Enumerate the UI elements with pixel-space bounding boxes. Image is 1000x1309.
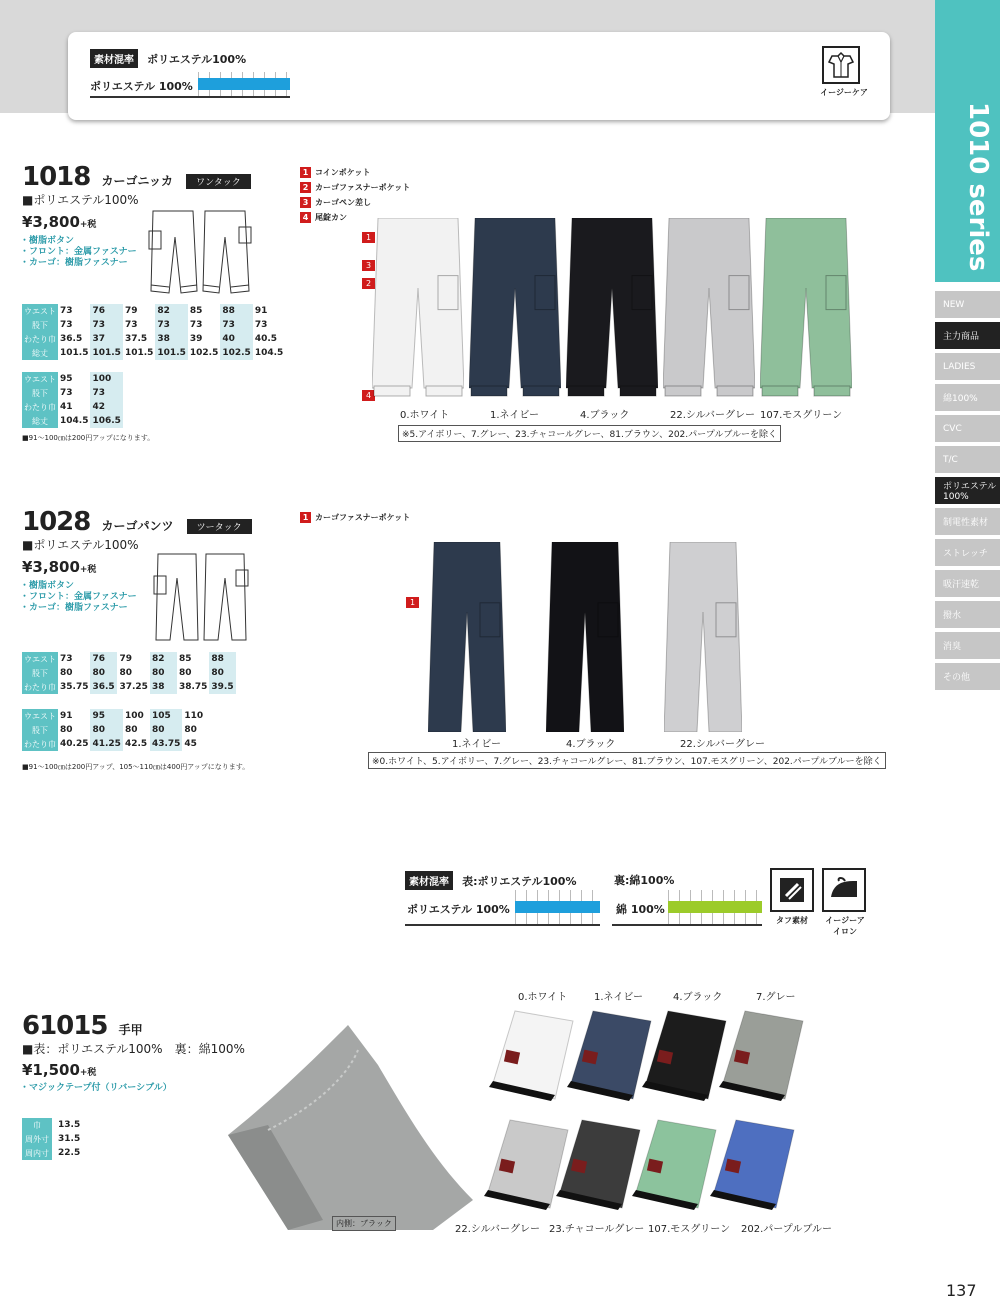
- material-composition: ポリエステル100%: [147, 53, 247, 66]
- size-cell: 73: [124, 320, 138, 330]
- color-label: 22.シルバーグレー: [455, 1224, 540, 1235]
- sidebar-item-label: LADIES: [943, 361, 976, 372]
- size-cell: 43.75: [151, 739, 181, 749]
- color-label: 1.ネイビー: [490, 410, 539, 421]
- size-cell: 40: [220, 332, 252, 346]
- size-cell: 80: [184, 725, 197, 735]
- pants-photo: [760, 218, 852, 398]
- price: [22, 213, 96, 231]
- easy-care: [822, 46, 866, 98]
- size-cell: 41: [60, 402, 73, 412]
- size-cell: 91: [60, 711, 73, 721]
- legend-item: [300, 195, 410, 210]
- tuck-tag: ツータック: [187, 519, 252, 534]
- feature-item: ・樹脂ボタン: [20, 581, 75, 591]
- size-table-1018-b: [22, 372, 123, 428]
- sidebar-item[interactable]: [935, 477, 1000, 504]
- color-label: 202.パープルブルー: [741, 1224, 832, 1235]
- size-cell: 82: [155, 304, 187, 318]
- size-row: [22, 400, 123, 414]
- size-cell: 110: [184, 711, 204, 721]
- color-label: 4.ブラック: [673, 992, 723, 1003]
- size-cell: 13.5: [58, 1120, 81, 1130]
- size-note: ■91～100㎝は200円アップ、105～110㎝は400円アップになります。: [22, 763, 250, 771]
- product-material: ■ポリエステル100%: [22, 538, 139, 552]
- row-label: 周外寸: [22, 1132, 52, 1146]
- product-code: 61015: [22, 1011, 108, 1041]
- color-label: 107.モスグリーン: [648, 1224, 731, 1235]
- size-row: [22, 652, 236, 666]
- size-row: [22, 346, 285, 360]
- easy-iron-label: イージーアイロン: [825, 916, 865, 936]
- feature-item: ・カーゴ：樹脂ファスナー: [20, 603, 128, 613]
- row-label: 総丈: [22, 346, 58, 360]
- size-cell: 36.5: [90, 680, 117, 694]
- sidebar-item-label: CVC: [943, 423, 962, 434]
- size-row: [22, 1146, 82, 1160]
- tuck-tag: ワンタック: [186, 174, 251, 189]
- legend-text: カーゴファスナーポケット: [315, 513, 411, 522]
- pants-photo: [664, 542, 742, 732]
- size-cell: 79: [119, 654, 132, 664]
- tax-label: +税: [79, 565, 97, 575]
- pants-photo: [428, 542, 506, 732]
- legend-text: カーゴファスナーポケット: [315, 183, 411, 192]
- bar-label: ポリエステル 100%: [407, 903, 510, 916]
- sidebar-item[interactable]: [935, 353, 1000, 380]
- legend-text: カーゴペン差し: [315, 198, 371, 207]
- size-cell: 37.25: [119, 682, 148, 692]
- pants-photo: [566, 218, 658, 398]
- feature-item: ・フロント：金属ファスナー: [20, 247, 137, 257]
- feature-list: [20, 581, 137, 614]
- size-cell: 102.5: [189, 348, 219, 358]
- sidebar-item-label: 消臭: [943, 642, 962, 652]
- iron-icon: [822, 868, 866, 912]
- material-card: [68, 32, 890, 120]
- size-cell: 80: [60, 668, 73, 678]
- pants-photo: [372, 218, 464, 398]
- size-cell: 80: [90, 666, 117, 680]
- size-row: [22, 318, 285, 332]
- sidebar-item-label: 綿100%: [943, 394, 978, 404]
- color-label: 1.ネイビー: [594, 992, 643, 1003]
- series-block: [935, 0, 1000, 282]
- size-cell: 85: [178, 654, 192, 664]
- size-cell: 104.5: [60, 416, 89, 426]
- hand-guard-swatch: [715, 1003, 805, 1103]
- size-row: [22, 1118, 82, 1132]
- tax-label: +税: [79, 220, 97, 230]
- legend-number: 1: [300, 167, 311, 178]
- callout-2: 2: [362, 278, 375, 289]
- size-cell: 104.5: [254, 348, 284, 358]
- material-bar-label: ポリエステル 100%: [90, 80, 193, 93]
- easy-iron: [822, 868, 868, 937]
- size-table-1018-a: [22, 304, 285, 360]
- row-label: わたり巾: [22, 737, 58, 751]
- pants-photo: [546, 542, 624, 732]
- size-table-61015: [22, 1118, 82, 1160]
- size-cell: 73: [60, 654, 73, 664]
- sidebar-item[interactable]: [935, 539, 1000, 566]
- product-name: 手甲: [118, 1023, 143, 1037]
- size-cell: 82: [150, 652, 177, 666]
- size-cell: 80: [124, 725, 138, 735]
- size-cell: 45: [184, 739, 197, 749]
- size-cell: 35.75: [60, 682, 89, 692]
- feature-item: ・樹脂ボタン: [20, 236, 75, 246]
- price: [22, 1061, 96, 1079]
- size-cell: 80: [178, 668, 192, 678]
- color-label: 107.モスグリーン: [760, 410, 843, 421]
- color-exclusion: ※0.ホワイト、5.アイボリー、7.グレー、23.チャコールグレー、81.ブラウン、107.モスグリーン、202.パープルブルーを除く: [368, 752, 886, 769]
- row-label: ウエスト: [22, 304, 58, 318]
- pocket-legend: [300, 165, 410, 225]
- size-cell: 76: [90, 304, 122, 318]
- size-cell: 73: [90, 318, 122, 332]
- row-label: 総丈: [22, 414, 58, 428]
- sidebar-item[interactable]: [935, 415, 1000, 442]
- size-cell: 39.5: [209, 680, 236, 694]
- product-code: 1028: [22, 507, 91, 537]
- size-cell: 101.5: [92, 348, 121, 358]
- size-row: [22, 680, 236, 694]
- row-label: ウエスト: [22, 372, 58, 386]
- size-cell: 80: [119, 668, 132, 678]
- size-cell: 88: [220, 304, 252, 318]
- row-label: ウエスト: [22, 652, 58, 666]
- size-row: [22, 386, 123, 400]
- row-label: 股下: [22, 386, 58, 400]
- size-cell: 41.25: [92, 739, 121, 749]
- sidebar-item-label: 撥水: [943, 611, 962, 621]
- color-label: 4.ブラック: [566, 739, 616, 750]
- legend-number: 2: [300, 182, 311, 193]
- size-cell: 40.5: [254, 334, 278, 344]
- sidebar-item-label: ストレッチ: [943, 549, 988, 559]
- size-row: [22, 1132, 82, 1146]
- color-exclusion: ※5.アイボリー、7.グレー、23.チャコールグレー、81.ブラウン、202.パープルブルーを除く: [398, 425, 781, 442]
- feature-list: [20, 236, 137, 269]
- feature-item: ・フロント：金属ファスナー: [20, 592, 137, 602]
- color-label: 4.ブラック: [580, 410, 630, 421]
- pants-line-drawing-1018: [145, 207, 255, 299]
- product-1018-header: [22, 162, 251, 192]
- size-row: [22, 414, 123, 428]
- size-cell: 85: [189, 306, 203, 316]
- cotton-bar-row: [612, 890, 762, 926]
- easy-care-shirt-icon: [822, 46, 860, 84]
- sidebar-item[interactable]: [935, 446, 1000, 473]
- row-label: 股下: [22, 318, 58, 332]
- size-cell: 42.5: [124, 739, 148, 749]
- size-cell: 73: [60, 306, 73, 316]
- inner-color-label: 内側：ブラック: [332, 1216, 396, 1231]
- pants-photo: [663, 218, 755, 398]
- legend-number: 3: [300, 197, 311, 208]
- sidebar-item-label: NEW: [943, 299, 965, 310]
- row-label: わたり巾: [22, 680, 58, 694]
- polyester-bar-row: [405, 890, 600, 926]
- material-label: 素材混率: [405, 871, 453, 890]
- hand-guard-large-photo: [228, 1025, 478, 1230]
- material-bar-row: [90, 72, 290, 98]
- size-table-1028-a: [22, 652, 236, 694]
- size-cell: 101.5: [157, 348, 186, 358]
- size-cell: 40.25: [60, 739, 89, 749]
- callout-1: 1: [406, 597, 419, 608]
- feature-item: ・カーゴ：樹脂ファスナー: [20, 258, 128, 268]
- size-cell: 91: [254, 306, 268, 316]
- size-cell: 101.5: [60, 348, 89, 358]
- material-label: 素材混率: [90, 49, 138, 68]
- size-row: [22, 723, 209, 737]
- size-cell: 79: [124, 306, 138, 316]
- size-cell: 101.5: [124, 348, 154, 358]
- pocket-legend: [300, 510, 410, 525]
- color-label: 22.シルバーグレー: [680, 739, 765, 750]
- material-front: 表:ポリエステル100%: [462, 875, 577, 888]
- sidebar-item[interactable]: [935, 508, 1000, 535]
- size-note: ■91～100㎝は200円アップになります。: [22, 434, 155, 442]
- pants-photo: [469, 218, 561, 398]
- tax-label: +税: [79, 1068, 97, 1078]
- sidebar-item[interactable]: [935, 291, 1000, 318]
- color-label: 7.グレー: [756, 992, 796, 1003]
- size-row: [22, 709, 209, 723]
- price-value: ¥1,500: [22, 1061, 80, 1079]
- size-row: [22, 332, 285, 346]
- row-label: 巾: [22, 1118, 52, 1132]
- row-label: 股下: [22, 666, 58, 680]
- size-cell: 80: [150, 666, 177, 680]
- product-material: ■ポリエステル100%: [22, 193, 139, 207]
- size-cell: 38: [155, 332, 187, 346]
- size-cell: 22.5: [58, 1148, 81, 1158]
- size-row: [22, 304, 285, 318]
- callout-3: 3: [362, 260, 375, 271]
- page-number: 137: [946, 1281, 977, 1300]
- row-label: ウエスト: [22, 709, 58, 723]
- sidebar-items: [935, 291, 1000, 690]
- size-cell: 38: [150, 680, 177, 694]
- row-label: わたり巾: [22, 400, 58, 414]
- size-cell: 73: [220, 318, 252, 332]
- size-cell: 73: [155, 318, 187, 332]
- size-cell: 36.5: [60, 334, 83, 344]
- polyester-bar: [198, 78, 290, 90]
- size-cell: 73: [60, 320, 73, 330]
- tough-material-label: タフ素材: [776, 916, 808, 925]
- row-label: 股下: [22, 723, 58, 737]
- hand-guard-swatch: [628, 1112, 718, 1212]
- size-cell: 95: [90, 709, 122, 723]
- size-cell: 73: [254, 320, 268, 330]
- size-cell: 102.5: [222, 348, 251, 358]
- size-cell: 80: [90, 723, 122, 737]
- sidebar-item[interactable]: [935, 384, 1000, 411]
- size-cell: 39: [189, 334, 203, 344]
- price: [22, 558, 96, 576]
- legend-text: 尾錠カン: [315, 213, 347, 222]
- sidebar-item-label: 制電性素材: [943, 518, 989, 528]
- sidebar-item[interactable]: [935, 322, 1000, 349]
- size-row: [22, 666, 236, 680]
- sidebar: [935, 0, 1000, 1309]
- product-1028-header: [22, 507, 252, 537]
- callout-1: 1: [362, 232, 375, 243]
- sidebar-item-label: ポリエステル100%: [943, 482, 997, 502]
- tough-material: [770, 868, 814, 926]
- legend-number: 4: [300, 212, 311, 223]
- material-heading-2: [405, 870, 577, 890]
- size-cell: 80: [209, 666, 236, 680]
- sidebar-item[interactable]: [935, 632, 1000, 659]
- size-cell: 37.5: [124, 334, 148, 344]
- material-heading: [90, 48, 246, 68]
- color-label: 1.ネイビー: [452, 739, 501, 750]
- legend-item: [300, 510, 410, 525]
- color-label: 22.シルバーグレー: [670, 410, 755, 421]
- product-name: カーゴパンツ: [101, 519, 174, 533]
- size-cell: 76: [90, 652, 117, 666]
- sidebar-item-label: T/C: [943, 454, 958, 465]
- size-cell: 95: [60, 374, 73, 384]
- legend-text: コインポケット: [315, 168, 371, 177]
- feature-list: [20, 1083, 172, 1094]
- size-row: [22, 737, 209, 751]
- size-cell: 38.75: [178, 682, 208, 692]
- series-title: 1010 series: [963, 102, 993, 272]
- product-material: ■表：ポリエステル100% 裏：綿100%: [22, 1042, 245, 1056]
- callout-4: 4: [362, 390, 375, 401]
- price-value: ¥3,800: [22, 213, 80, 231]
- sidebar-item-label: その他: [943, 673, 971, 683]
- sidebar-item[interactable]: [935, 601, 1000, 628]
- size-cell: 37: [90, 332, 122, 346]
- size-cell: 31.5: [58, 1134, 81, 1144]
- size-cell: 73: [90, 386, 122, 400]
- product-code: 1018: [22, 162, 91, 192]
- color-label: 0.ホワイト: [400, 410, 450, 421]
- row-label: わたり巾: [22, 332, 58, 346]
- size-cell: 73: [60, 388, 73, 398]
- legend-number: 1: [300, 512, 311, 523]
- price-value: ¥3,800: [22, 558, 80, 576]
- row-label: 周内寸: [22, 1146, 52, 1160]
- size-cell: 88: [209, 652, 236, 666]
- product-61015-header: [22, 1011, 143, 1041]
- easy-care-label: イージーケア: [820, 88, 868, 97]
- color-label: 0.ホワイト: [518, 992, 568, 1003]
- legend-item: [300, 165, 410, 180]
- size-cell: 105: [150, 709, 182, 723]
- size-cell: 106.5: [92, 416, 121, 426]
- tough-material-icon: [770, 868, 814, 912]
- sidebar-item-label: 吸汗速乾: [943, 580, 980, 590]
- feature-item: ・マジックテープ付（リバーシブル）: [20, 1083, 172, 1093]
- legend-item: [300, 180, 410, 195]
- sidebar-item[interactable]: [935, 663, 1000, 690]
- hand-guard-swatch: [485, 1003, 575, 1103]
- hand-guard-swatch: [706, 1112, 796, 1212]
- sidebar-item[interactable]: [935, 570, 1000, 597]
- bar-label: 綿 100%: [616, 903, 665, 916]
- size-cell: 73: [189, 320, 203, 330]
- pants-line-drawing-1028: [150, 552, 255, 644]
- size-cell: 100: [90, 372, 122, 386]
- polyester-bar: [515, 901, 600, 913]
- size-cell: 80: [150, 723, 182, 737]
- material-back: 裏:綿100%: [614, 874, 675, 887]
- size-row: [22, 372, 123, 386]
- sidebar-item-label: 主力商品: [943, 332, 980, 342]
- size-cell: 42: [90, 400, 122, 414]
- size-table-1028-b: [22, 709, 209, 751]
- color-label: 23.チャコールグレー: [549, 1224, 645, 1235]
- size-cell: 80: [60, 725, 73, 735]
- size-cell: 100: [124, 711, 144, 721]
- product-name: カーゴニッカ: [101, 174, 173, 188]
- cotton-bar: [668, 901, 762, 913]
